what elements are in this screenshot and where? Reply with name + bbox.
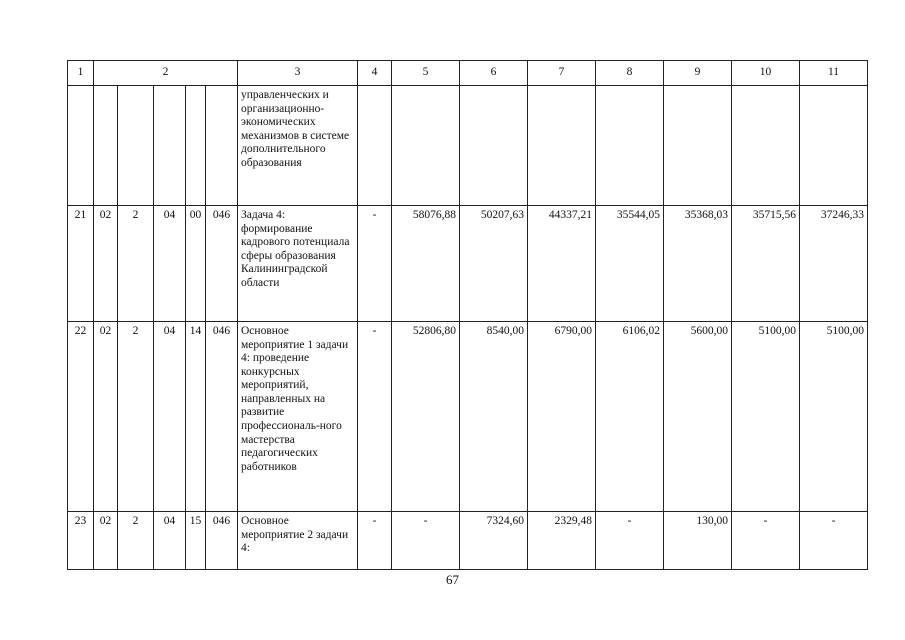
code-cell [186,86,206,206]
header-cell-9: 9 [664,61,732,86]
row-number: 23 [68,512,94,570]
header-cell-5: 5 [392,61,460,86]
value-cell: 58076,88 [392,206,460,322]
value-cell: 52806,80 [392,322,460,512]
header-cell-3: 3 [238,61,358,86]
page-number: 67 [446,572,459,587]
value-cell [528,86,596,206]
value-cell: - [392,512,460,570]
value-cell: 44337,21 [528,206,596,322]
table-row [68,86,868,206]
value-cell [358,86,392,206]
code-cell: 15 [186,512,206,570]
value-cell [800,86,868,206]
description-cell: Основное мероприятие 1 задачи 4: проведение конкурсных мероприятий, направленных на развитие профессиональ-ного мастерства педагогических работников [238,322,358,512]
header-cell-1: 1 [68,61,94,86]
value-cell: - [358,206,392,322]
value-cell [460,86,528,206]
code-cell: 2 [118,512,154,570]
table-row [68,512,868,570]
header-cell-8: 8 [596,61,664,86]
description-cell: управленческих и организационно-экономических механизмов в системе дополнительного образования [238,86,358,206]
description-cell: Задача 4: формирование кадрового потенциала сферы образования Калининградской области [238,206,358,322]
value-cell: - [358,322,392,512]
header-cell-2: 2 [94,61,238,86]
value-cell: 6106,02 [596,322,664,512]
code-cell [154,86,186,206]
value-cell: - [596,512,664,570]
code-cell: 04 [154,322,186,512]
row-number [68,86,94,206]
header-cell-4: 4 [358,61,392,86]
value-cell: 37246,33 [800,206,868,322]
value-cell [732,86,800,206]
value-cell: 2329,48 [528,512,596,570]
code-cell [94,86,118,206]
budget-table [67,60,868,570]
code-cell: 14 [186,322,206,512]
header-cell-6: 6 [460,61,528,86]
code-cell: 04 [154,512,186,570]
header-cell-7: 7 [528,61,596,86]
code-cell: 046 [206,512,238,570]
code-cell: 2 [118,322,154,512]
value-cell: 7324,60 [460,512,528,570]
code-cell: 02 [94,512,118,570]
table-row [68,322,868,512]
header-row [68,61,868,86]
value-cell: 50207,63 [460,206,528,322]
code-cell: 046 [206,322,238,512]
value-cell: 5100,00 [732,322,800,512]
value-cell: 130,00 [664,512,732,570]
value-cell [596,86,664,206]
code-cell: 046 [206,206,238,322]
code-cell: 00 [186,206,206,322]
table-row [68,206,868,322]
code-cell: 2 [118,206,154,322]
value-cell: - [358,512,392,570]
code-cell: 02 [94,322,118,512]
value-cell [392,86,460,206]
code-cell: 02 [94,206,118,322]
value-cell: - [800,512,868,570]
value-cell: 35715,56 [732,206,800,322]
code-cell [118,86,154,206]
row-number: 21 [68,206,94,322]
description-cell: Основное мероприятие 2 задачи 4: [238,512,358,570]
value-cell: 5600,00 [664,322,732,512]
code-cell: 04 [154,206,186,322]
value-cell: 35368,03 [664,206,732,322]
value-cell: 5100,00 [800,322,868,512]
code-cell [206,86,238,206]
value-cell: 35544,05 [596,206,664,322]
value-cell [664,86,732,206]
value-cell: 6790,00 [528,322,596,512]
value-cell: 8540,00 [460,322,528,512]
header-cell-11: 11 [800,61,868,86]
value-cell: - [732,512,800,570]
row-number: 22 [68,322,94,512]
header-cell-10: 10 [732,61,800,86]
